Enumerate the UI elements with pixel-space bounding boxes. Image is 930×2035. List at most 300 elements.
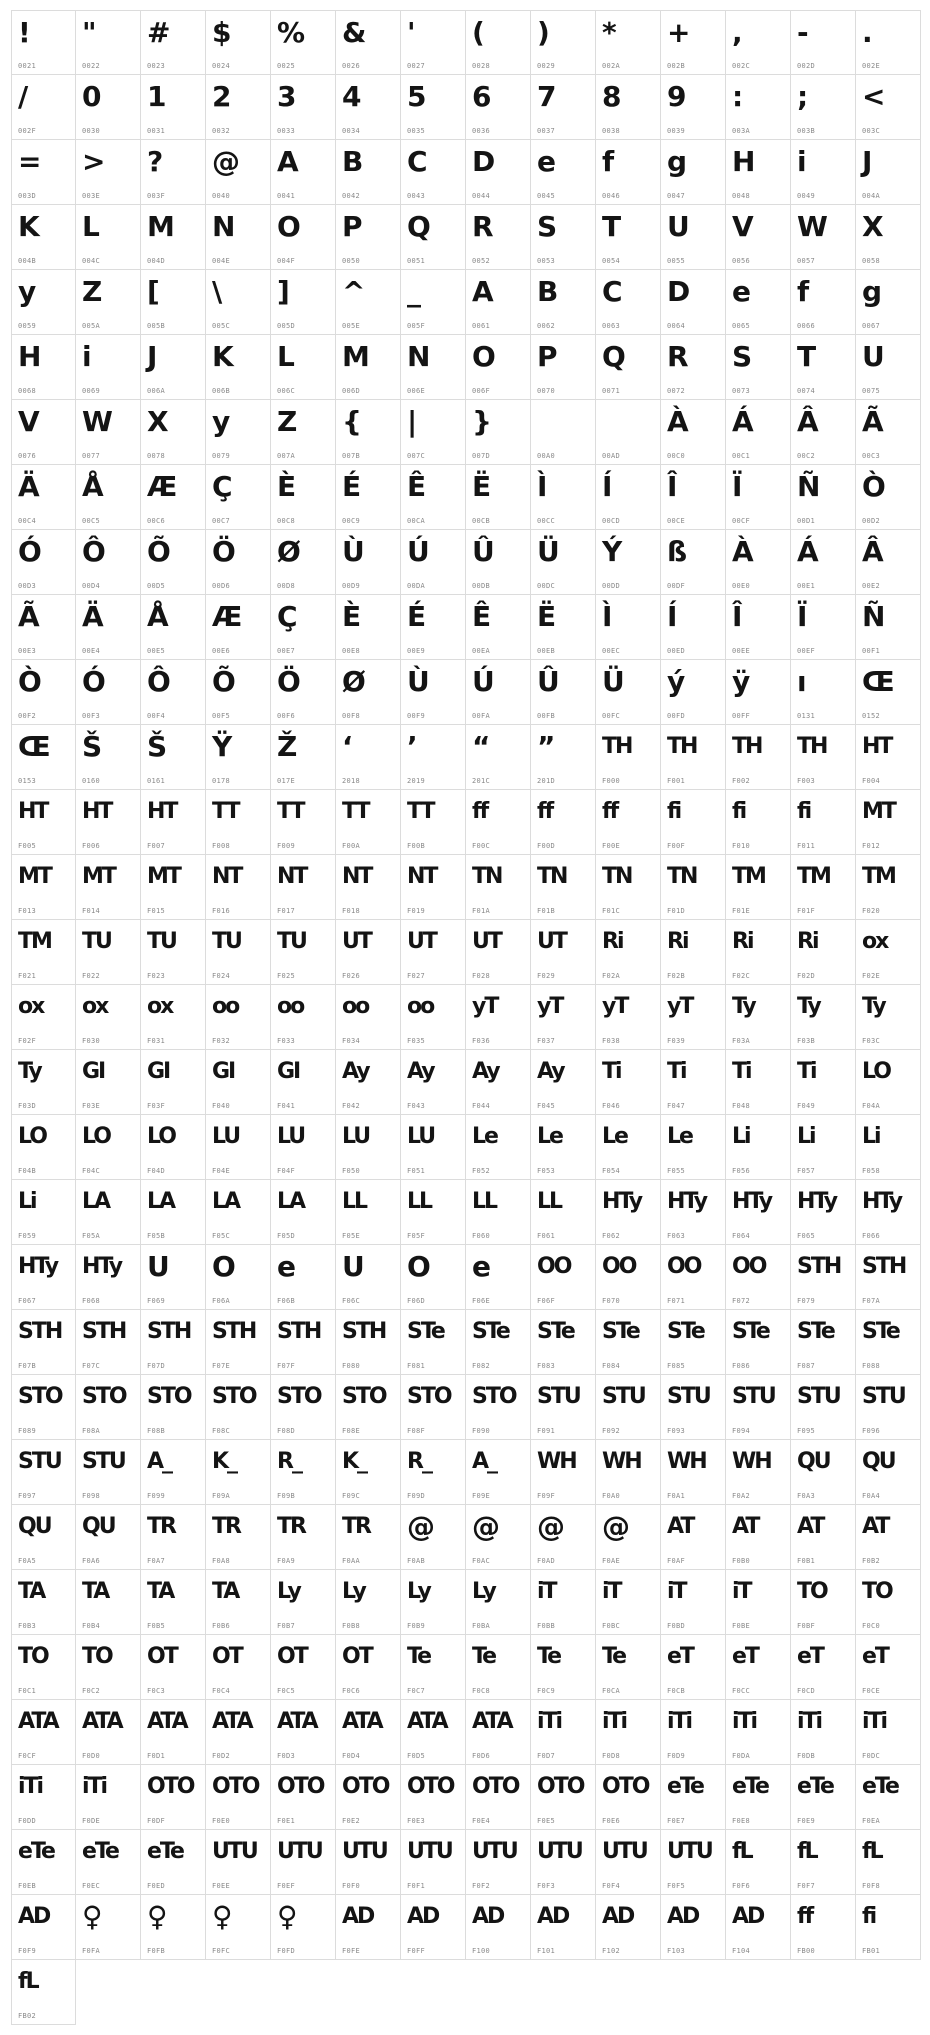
glyph-codepoint: F085 xyxy=(667,1362,686,1370)
glyph-cell xyxy=(661,1570,726,1635)
glyph-cell xyxy=(466,1830,531,1895)
glyph-cell xyxy=(141,1830,206,1895)
glyph-cell xyxy=(271,1830,336,1895)
glyph-char: HTy xyxy=(797,1189,837,1214)
glyph-cell xyxy=(791,1895,856,1960)
glyph-char: \ xyxy=(212,275,222,308)
glyph-char: TA xyxy=(147,1579,174,1604)
glyph-codepoint: 00FD xyxy=(667,712,686,720)
glyph-codepoint: 0033 xyxy=(277,127,296,135)
glyph-codepoint: 00E1 xyxy=(797,582,816,590)
glyph-char: OTO xyxy=(212,1774,259,1799)
glyph-codepoint: F01C xyxy=(602,907,621,915)
glyph-cell xyxy=(401,1830,466,1895)
glyph-codepoint: 0050 xyxy=(342,257,361,265)
glyph-char: N xyxy=(212,210,235,243)
glyph-char: LU xyxy=(277,1124,305,1149)
glyph-cell xyxy=(856,1115,921,1180)
glyph-char: Û xyxy=(537,665,559,698)
glyph-cell xyxy=(271,1310,336,1375)
glyph-cell xyxy=(401,1635,466,1700)
glyph-cell xyxy=(336,205,401,270)
glyph-codepoint: F04F xyxy=(277,1167,296,1175)
glyph-codepoint: F07C xyxy=(82,1362,101,1370)
glyph-cell xyxy=(141,465,206,530)
glyph-codepoint: F0D2 xyxy=(212,1752,231,1760)
glyph-char: @ xyxy=(602,1510,629,1543)
glyph-char: 5 xyxy=(407,80,426,113)
glyph-cell xyxy=(531,1635,596,1700)
glyph-char: Ç xyxy=(277,600,297,633)
glyph-codepoint: F0F2 xyxy=(472,1882,491,1890)
glyph-codepoint: F069 xyxy=(147,1297,166,1305)
glyph-cell xyxy=(11,400,76,465)
glyph-char: ß xyxy=(667,535,687,568)
glyph-codepoint: F0D0 xyxy=(82,1752,101,1760)
glyph-char: iTi xyxy=(862,1709,887,1734)
glyph-cell xyxy=(661,10,726,75)
glyph-char: STe xyxy=(797,1319,834,1344)
glyph-cell xyxy=(466,920,531,985)
glyph-codepoint: F0D9 xyxy=(667,1752,686,1760)
glyph-codepoint: F010 xyxy=(732,842,751,850)
glyph-codepoint: F0B4 xyxy=(82,1622,101,1630)
glyph-codepoint: F04D xyxy=(147,1167,166,1175)
glyph-char: TM xyxy=(18,929,51,954)
glyph-codepoint: F015 xyxy=(147,907,166,915)
glyph-codepoint: F012 xyxy=(862,842,881,850)
glyph-codepoint: F0BC xyxy=(602,1622,621,1630)
glyph-cell xyxy=(661,530,726,595)
glyph-codepoint: F039 xyxy=(667,1037,686,1045)
glyph-cell xyxy=(336,790,401,855)
glyph-cell xyxy=(206,10,271,75)
glyph-codepoint: 00C1 xyxy=(732,452,751,460)
glyph-char: Ri xyxy=(797,929,818,954)
glyph-cell xyxy=(271,855,336,920)
glyph-cell xyxy=(466,1310,531,1375)
glyph-char: TO xyxy=(862,1579,892,1604)
glyph-grid xyxy=(11,10,921,2025)
glyph-char: ATA xyxy=(18,1709,58,1734)
glyph-codepoint: F101 xyxy=(537,1947,556,1955)
glyph-char: Å xyxy=(82,470,103,503)
glyph-char: @ xyxy=(407,1510,434,1543)
glyph-char: UTU xyxy=(472,1839,517,1864)
glyph-codepoint: F008 xyxy=(212,842,231,850)
glyph-cell xyxy=(856,465,921,530)
glyph-cell xyxy=(531,205,596,270)
glyph-codepoint: F06B xyxy=(277,1297,296,1305)
glyph-codepoint: 0067 xyxy=(862,322,881,330)
glyph-cell xyxy=(271,985,336,1050)
glyph-char: U xyxy=(147,1250,169,1283)
glyph-char: STU xyxy=(667,1384,710,1409)
glyph-cell xyxy=(596,855,661,920)
glyph-cell xyxy=(141,1700,206,1765)
glyph-codepoint: F058 xyxy=(862,1167,881,1175)
glyph-char: Ay xyxy=(472,1059,499,1084)
glyph-cell xyxy=(76,335,141,400)
glyph-codepoint: F0D4 xyxy=(342,1752,361,1760)
glyph-char: OT xyxy=(212,1644,242,1669)
glyph-cell xyxy=(336,1895,401,1960)
glyph-codepoint: F05E xyxy=(342,1232,361,1240)
glyph-char: iTi xyxy=(602,1709,627,1734)
glyph-codepoint: FB00 xyxy=(797,1947,816,1955)
glyph-char: ; xyxy=(797,80,808,113)
glyph-cell xyxy=(661,75,726,140)
glyph-char: UTU xyxy=(342,1839,387,1864)
glyph-codepoint: F06E xyxy=(472,1297,491,1305)
glyph-codepoint: F07A xyxy=(862,1297,881,1305)
glyph-codepoint: FB01 xyxy=(862,1947,881,1955)
glyph-codepoint: F0C6 xyxy=(342,1687,361,1695)
glyph-codepoint: F092 xyxy=(602,1427,621,1435)
glyph-cell xyxy=(401,1765,466,1830)
glyph-char: fL xyxy=(862,1839,882,1864)
glyph-codepoint: 0070 xyxy=(537,387,556,395)
glyph-char: iT xyxy=(732,1579,751,1604)
glyph-char: HTy xyxy=(862,1189,902,1214)
glyph-codepoint: F051 xyxy=(407,1167,426,1175)
glyph-char: V xyxy=(18,405,39,438)
glyph-cell xyxy=(76,75,141,140)
glyph-cell xyxy=(141,1245,206,1310)
glyph-codepoint: F06C xyxy=(342,1297,361,1305)
glyph-char: STU xyxy=(82,1449,125,1474)
glyph-codepoint: 002C xyxy=(732,62,751,70)
glyph-codepoint: F0AF xyxy=(667,1557,686,1565)
glyph-cell xyxy=(401,10,466,75)
glyph-cell xyxy=(791,920,856,985)
glyph-cell xyxy=(401,920,466,985)
glyph-cell xyxy=(596,725,661,790)
glyph-codepoint: 00E7 xyxy=(277,647,296,655)
glyph-char: 3 xyxy=(277,80,296,113)
glyph-cell xyxy=(76,790,141,855)
glyph-codepoint: 0178 xyxy=(212,777,231,785)
glyph-cell xyxy=(726,920,791,985)
glyph-cell xyxy=(76,985,141,1050)
glyph-char: GI xyxy=(212,1059,235,1084)
glyph-cell xyxy=(271,75,336,140)
glyph-cell xyxy=(206,1310,271,1375)
glyph-cell xyxy=(791,1245,856,1310)
glyph-codepoint: 00EB xyxy=(537,647,556,655)
glyph-codepoint: 0078 xyxy=(147,452,166,460)
glyph-codepoint: 0035 xyxy=(407,127,426,135)
glyph-codepoint: 00C2 xyxy=(797,452,816,460)
glyph-char: AD xyxy=(602,1904,634,1929)
glyph-cell xyxy=(531,595,596,660)
glyph-char: TU xyxy=(212,929,241,954)
glyph-cell xyxy=(726,270,791,335)
glyph-codepoint: 00DD xyxy=(602,582,621,590)
glyph-cell xyxy=(76,1570,141,1635)
glyph-char: Û xyxy=(472,535,494,568)
glyph-codepoint: F059 xyxy=(18,1232,37,1240)
glyph-char: } xyxy=(472,405,491,438)
glyph-cell xyxy=(726,75,791,140)
glyph-codepoint: F09D xyxy=(407,1492,426,1500)
glyph-codepoint: F0BD xyxy=(667,1622,686,1630)
glyph-codepoint: F014 xyxy=(82,907,101,915)
glyph-codepoint: 00E6 xyxy=(212,647,231,655)
glyph-char: É xyxy=(342,470,361,503)
glyph-char: 8 xyxy=(602,80,621,113)
glyph-char: TM xyxy=(732,864,765,889)
glyph-cell xyxy=(791,270,856,335)
glyph-char: X xyxy=(147,405,168,438)
glyph-cell xyxy=(271,595,336,660)
glyph-cell xyxy=(596,530,661,595)
glyph-cell xyxy=(11,855,76,920)
glyph-codepoint: 0041 xyxy=(277,192,296,200)
glyph-char: Li xyxy=(862,1124,880,1149)
glyph-codepoint: F055 xyxy=(667,1167,686,1175)
glyph-char: Ä xyxy=(82,600,103,633)
glyph-codepoint: F052 xyxy=(472,1167,491,1175)
glyph-codepoint: 00C8 xyxy=(277,517,296,525)
glyph-char: Li xyxy=(18,1189,36,1214)
glyph-cell xyxy=(791,1375,856,1440)
glyph-codepoint: 0051 xyxy=(407,257,426,265)
glyph-cell xyxy=(791,1050,856,1115)
glyph-codepoint: F0CD xyxy=(797,1687,816,1695)
glyph-cell xyxy=(141,1505,206,1570)
glyph-char: e xyxy=(277,1250,295,1283)
glyph-char: TT xyxy=(407,799,434,824)
glyph-cell xyxy=(401,1180,466,1245)
glyph-codepoint: F0BF xyxy=(797,1622,816,1630)
glyph-char: i xyxy=(82,340,91,373)
glyph-char: fL xyxy=(18,1969,38,1994)
glyph-codepoint: F080 xyxy=(342,1362,361,1370)
glyph-cell xyxy=(531,1570,596,1635)
glyph-cell xyxy=(531,920,596,985)
glyph-char: & xyxy=(342,16,366,49)
glyph-char: Î xyxy=(667,470,677,503)
glyph-cell xyxy=(11,1635,76,1700)
glyph-cell xyxy=(856,1310,921,1375)
glyph-cell xyxy=(11,660,76,725)
glyph-cell xyxy=(791,1830,856,1895)
glyph-codepoint: F030 xyxy=(82,1037,101,1045)
glyph-codepoint: F0DC xyxy=(862,1752,881,1760)
glyph-char: LO xyxy=(82,1124,110,1149)
glyph-char: Ri xyxy=(732,929,753,954)
glyph-char: eTe xyxy=(797,1774,833,1799)
glyph-cell xyxy=(661,465,726,530)
glyph-codepoint: 0045 xyxy=(537,192,556,200)
glyph-codepoint: F0BB xyxy=(537,1622,556,1630)
glyph-cell xyxy=(141,660,206,725)
glyph-char: Li xyxy=(797,1124,815,1149)
glyph-char: STe xyxy=(537,1319,574,1344)
glyph-cell xyxy=(336,1765,401,1830)
glyph-char: ff xyxy=(472,799,488,824)
glyph-codepoint: 006B xyxy=(212,387,231,395)
glyph-cell xyxy=(271,1570,336,1635)
glyph-char: È xyxy=(342,600,361,633)
glyph-cell xyxy=(141,400,206,465)
glyph-cell xyxy=(466,205,531,270)
glyph-cell xyxy=(401,1505,466,1570)
glyph-char: STO xyxy=(212,1384,256,1409)
glyph-char: OTO xyxy=(472,1774,519,1799)
glyph-codepoint: F0A1 xyxy=(667,1492,686,1500)
glyph-codepoint: 006C xyxy=(277,387,296,395)
glyph-codepoint: F03E xyxy=(82,1102,101,1110)
glyph-char: Ly xyxy=(407,1579,430,1604)
glyph-codepoint: F0DA xyxy=(732,1752,751,1760)
glyph-cell xyxy=(141,75,206,140)
glyph-char: TT xyxy=(212,799,239,824)
glyph-char: yT xyxy=(667,994,693,1019)
glyph-cell xyxy=(336,1570,401,1635)
glyph-cell xyxy=(206,985,271,1050)
glyph-cell xyxy=(271,1180,336,1245)
glyph-codepoint: F01E xyxy=(732,907,751,915)
glyph-cell xyxy=(271,400,336,465)
glyph-cell xyxy=(141,790,206,855)
glyph-char: ff xyxy=(602,799,618,824)
glyph-char: Ê xyxy=(407,470,426,503)
glyph-cell xyxy=(11,270,76,335)
glyph-codepoint: 00E9 xyxy=(407,647,426,655)
glyph-char: STe xyxy=(732,1319,769,1344)
glyph-cell xyxy=(141,855,206,920)
glyph-char: OTO xyxy=(537,1774,584,1799)
glyph-char: A xyxy=(277,145,298,178)
glyph-cell xyxy=(531,1375,596,1440)
glyph-codepoint: F0A4 xyxy=(862,1492,881,1500)
glyph-cell xyxy=(596,595,661,660)
glyph-char: Ri xyxy=(667,929,688,954)
glyph-codepoint: F0A7 xyxy=(147,1557,166,1565)
glyph-char: Ay xyxy=(407,1059,434,1084)
glyph-codepoint: F0F6 xyxy=(732,1882,751,1890)
glyph-char: STO xyxy=(82,1384,126,1409)
glyph-char: Â xyxy=(862,535,883,568)
glyph-char: UTU xyxy=(212,1839,257,1864)
glyph-char: ♀ xyxy=(212,1900,232,1933)
glyph-codepoint: F0EA xyxy=(862,1817,881,1825)
glyph-cell xyxy=(336,1830,401,1895)
glyph-cell xyxy=(466,1180,531,1245)
glyph-cell xyxy=(596,790,661,855)
glyph-char: “ xyxy=(472,730,490,763)
glyph-codepoint: 0069 xyxy=(82,387,101,395)
glyph-codepoint: 00F8 xyxy=(342,712,361,720)
glyph-cell xyxy=(466,465,531,530)
glyph-cell xyxy=(206,270,271,335)
glyph-codepoint: F0B8 xyxy=(342,1622,361,1630)
glyph-char: TU xyxy=(147,929,176,954)
glyph-char: STO xyxy=(407,1384,451,1409)
glyph-char: TH xyxy=(602,734,632,759)
glyph-cell xyxy=(791,1700,856,1765)
glyph-char: MT xyxy=(18,864,51,889)
glyph-codepoint: 0059 xyxy=(18,322,37,330)
glyph-cell xyxy=(596,1700,661,1765)
glyph-char: ) xyxy=(537,16,549,49)
glyph-codepoint: F0C5 xyxy=(277,1687,296,1695)
glyph-cell xyxy=(336,270,401,335)
glyph-codepoint: 0077 xyxy=(82,452,101,460)
glyph-codepoint: 00D2 xyxy=(862,517,881,525)
glyph-char: UTU xyxy=(667,1839,712,1864)
glyph-char: iTi xyxy=(732,1709,757,1734)
glyph-codepoint: 00FF xyxy=(732,712,751,720)
glyph-codepoint: 0055 xyxy=(667,257,686,265)
glyph-char: AD xyxy=(537,1904,569,1929)
glyph-codepoint: F02F xyxy=(18,1037,37,1045)
glyph-char: N xyxy=(407,340,430,373)
glyph-codepoint: F081 xyxy=(407,1362,426,1370)
glyph-char: Œ xyxy=(18,730,50,763)
glyph-cell xyxy=(661,1830,726,1895)
glyph-codepoint: F0C7 xyxy=(407,1687,426,1695)
glyph-codepoint: 0042 xyxy=(342,192,361,200)
glyph-codepoint: F0ED xyxy=(147,1882,166,1890)
glyph-codepoint: F036 xyxy=(472,1037,491,1045)
glyph-codepoint: 00DB xyxy=(472,582,491,590)
glyph-codepoint: 006F xyxy=(472,387,491,395)
glyph-codepoint: 003B xyxy=(797,127,816,135)
glyph-cell xyxy=(726,1115,791,1180)
glyph-char: A_ xyxy=(147,1449,172,1474)
glyph-char: À xyxy=(732,535,753,568)
glyph-char: Le xyxy=(667,1124,692,1149)
glyph-cell xyxy=(856,1635,921,1700)
glyph-char: K xyxy=(212,340,233,373)
glyph-codepoint: F061 xyxy=(537,1232,556,1240)
glyph-codepoint: F045 xyxy=(537,1102,556,1110)
glyph-codepoint: F0D5 xyxy=(407,1752,426,1760)
glyph-cell xyxy=(596,1180,661,1245)
glyph-char: STO xyxy=(18,1384,62,1409)
glyph-codepoint: 00D8 xyxy=(277,582,296,590)
glyph-cell xyxy=(661,1375,726,1440)
glyph-cell xyxy=(726,1440,791,1505)
glyph-codepoint: 0025 xyxy=(277,62,296,70)
glyph-codepoint: 006D xyxy=(342,387,361,395)
glyph-char: UT xyxy=(407,929,436,954)
glyph-codepoint: F0AC xyxy=(472,1557,491,1565)
glyph-char: OTO xyxy=(407,1774,454,1799)
glyph-codepoint: F07E xyxy=(212,1362,231,1370)
glyph-codepoint: 00DC xyxy=(537,582,556,590)
glyph-cell xyxy=(791,1310,856,1375)
glyph-codepoint: 0062 xyxy=(537,322,556,330)
glyph-codepoint: F056 xyxy=(732,1167,751,1175)
glyph-cell xyxy=(661,205,726,270)
glyph-codepoint: F037 xyxy=(537,1037,556,1045)
glyph-codepoint: 00D4 xyxy=(82,582,101,590)
glyph-cell xyxy=(206,790,271,855)
glyph-cell xyxy=(531,985,596,1050)
glyph-char: y xyxy=(212,405,230,438)
glyph-cell xyxy=(11,1570,76,1635)
glyph-char: STe xyxy=(862,1319,899,1344)
glyph-cell xyxy=(76,465,141,530)
glyph-cell xyxy=(856,1830,921,1895)
glyph-char: LA xyxy=(147,1189,175,1214)
glyph-codepoint: 00E0 xyxy=(732,582,751,590)
glyph-char: AD xyxy=(732,1904,764,1929)
